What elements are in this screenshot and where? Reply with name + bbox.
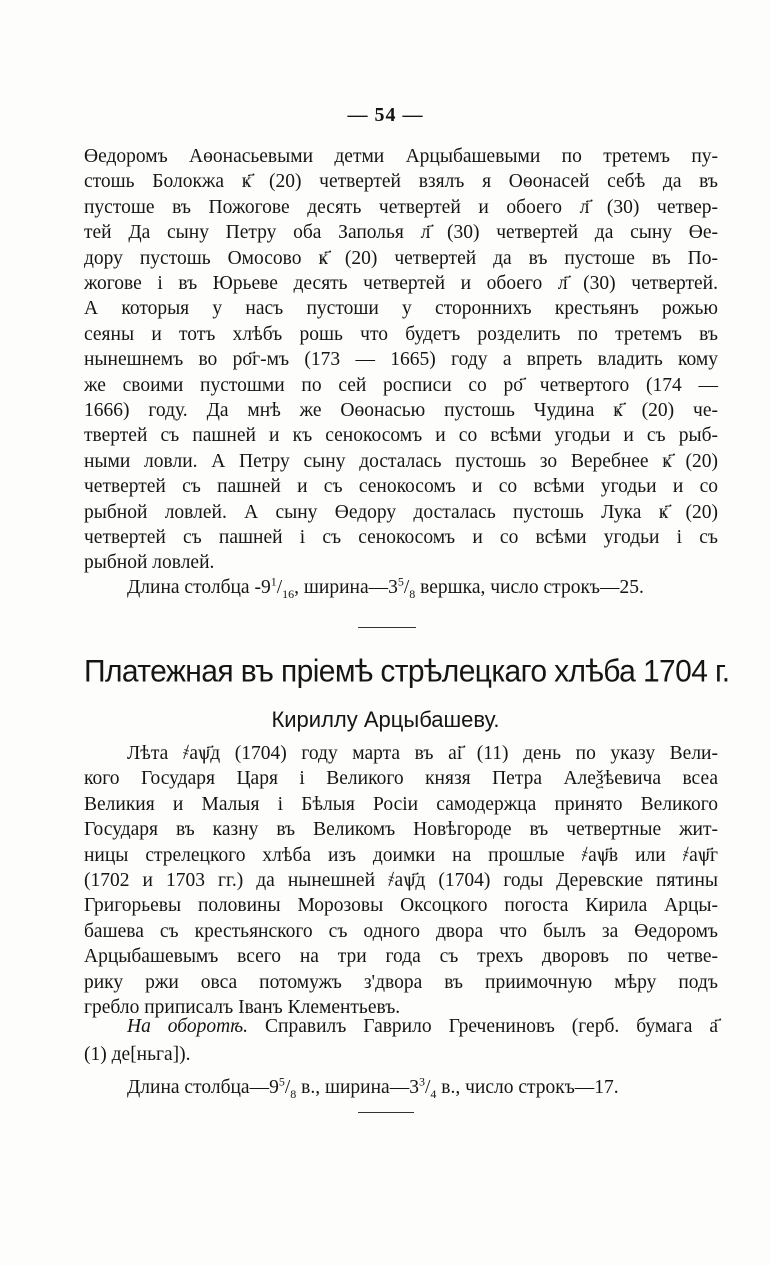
measure-2-frac1-num: 5 bbox=[278, 1074, 285, 1089]
text-line: (1702 и 1703 гг.) да нынешней ҂аѱ҃д (1704) годы Деревские пятины bbox=[84, 870, 718, 891]
text-line: Государя въ казну въ Великомъ Новѣгороде въ четвертные жит- bbox=[84, 819, 718, 841]
measure-1-frac1-num: 1 bbox=[270, 574, 277, 589]
text-line: ницы стрелецкого хлѣба изъ доимки на прошлые ҂аѱ҃в или ҂аѱ҃г bbox=[84, 844, 718, 866]
measure-2-prefix: Длина столбца—9 bbox=[127, 1077, 279, 1098]
measurement-line-1: Длина столбца $-9^1/_{16}$, $ширина—3^5/_8$ вершка, число строкъ—25. bbox=[127, 574, 644, 601]
text-line: ными ловли. А Петру сыну досталась пустошь зо Веребнее ҝ҃ (20) bbox=[84, 450, 718, 472]
text-line: рыбной ловлей. bbox=[84, 552, 215, 574]
text-line: тей Да сыну Петру оба Заполья л҃ (30) четвертей да сыну Өе- bbox=[84, 222, 718, 244]
text-line: дору пустошь Омосово ҝ҃ (20) четвертей да въ пустоше въ По- bbox=[84, 247, 718, 269]
document-heading: Платежная въ пріемѣ стрѣлецкаго хлѣба 1704 г. bbox=[84, 654, 730, 689]
text-line: Великия и Малыя і Бѣлыя Росіи самодержца принято Великого bbox=[84, 793, 718, 815]
text-line: жогове і въ Юрьеве десять четвертей и обоего л҃ (30) четвертей. bbox=[84, 273, 718, 294]
text-line: нынешнемъ во ро҃г-мъ (173 — 1665) году а впреть владить кому bbox=[84, 349, 718, 371]
text-line: Григорьевы половины Морозовы Оксоцкого погоста Кирила Арцы- bbox=[84, 895, 718, 917]
reverse-note-line-1 bbox=[127, 1013, 718, 1041]
reverse-note-line-2: (1) де[ньга]). bbox=[84, 1044, 191, 1065]
measure-2-suffix: в., число строкъ—17. bbox=[436, 1077, 619, 1098]
measure-1-prefix: Длина столбца -9 bbox=[127, 577, 271, 598]
text-line: Арцыбашевымъ всего на три года съ трехъ дворовъ по четве- bbox=[84, 946, 718, 968]
measure-1-frac2-num: 5 bbox=[397, 574, 404, 589]
text-line: четвертей съ пашней і съ сенокосомъ и со всѣми угодьи і съ bbox=[84, 527, 718, 548]
text-line: же своими пустошми по сей росписи со ро҃ четвертого (174 — bbox=[84, 374, 718, 396]
reverse-note-text: Справилъ Гаврило Гречениновъ (герб. бумага а҃ bbox=[248, 1016, 719, 1037]
text-line: Лѣта ҂аѱ҃д (1704) году марта въ аі҃ (11) день по указу Вели- bbox=[127, 743, 718, 764]
page-number: — 54 — bbox=[347, 104, 424, 126]
text-line: пустоше въ Пожогове десять четвертей и обоего л҃ (30) четвер- bbox=[84, 196, 718, 218]
measure-2-frac2-den: 4 bbox=[430, 1086, 437, 1101]
text-line: сеяны и тотъ хлѣбъ рошь что будетъ розделить по третемъ въ bbox=[84, 323, 718, 345]
end-divider bbox=[358, 1112, 414, 1113]
measurement-line-2: Длина $столбца—9^5/_8$ в., $ширина—3^3/_4$ в., число строкъ—17. bbox=[127, 1074, 619, 1101]
text-line: рику ржи овса потомужъ з'двора въ приимочную мѣру подъ bbox=[84, 971, 718, 993]
measure-1-frac2-den: 8 bbox=[409, 586, 416, 601]
measure-2-frac1-den: 8 bbox=[290, 1086, 297, 1101]
text-line: твертей съ пашней и къ сенокосомъ и со всѣми угодьи и съ рыб- bbox=[84, 425, 718, 447]
text-line: башева съ крестьянского съ одного двора что былъ за Өедоромъ bbox=[84, 920, 718, 942]
text-line: Өедоромъ Аөонасьевыми детми Арцыбашевыми по третемъ пу- bbox=[84, 146, 718, 167]
text-line: А которыя у насъ пустоши у стороннихъ крестьянъ рожью bbox=[84, 298, 718, 320]
document-subheading: Кириллу Арцыбашеву. bbox=[271, 707, 500, 732]
text-line: четвертей съ пашней и съ сенокосомъ и со всѣми угодьи и со bbox=[84, 476, 718, 498]
measure-1-frac1-den: 16 bbox=[282, 586, 295, 601]
measure-1-suffix: вершка, число строкъ—25. bbox=[415, 577, 644, 598]
text-line: стошь Болокжа ҝ҃ (20) четвертей взялъ я Оөонасей себѣ да въ bbox=[84, 171, 718, 193]
measure-2-frac2-num: 3 bbox=[418, 1074, 425, 1089]
measure-1-mid: , ширина—3 bbox=[294, 577, 398, 598]
measure-2-mid: в., ширина—3 bbox=[296, 1077, 419, 1098]
text-line: гребло приписалъ Іванъ Клементьевъ. bbox=[84, 997, 401, 1018]
section-divider bbox=[358, 627, 416, 628]
text-line: кого Государя Царя і Великого князя Петра Алеѯѣевича всеа bbox=[84, 768, 718, 790]
text-line: 1666) году. Да мнѣ же Оөонасью пустошь Чудина ҝ҃ (20) че- bbox=[84, 400, 718, 421]
reverse-note-label: На оборотѣ. bbox=[127, 1016, 249, 1037]
text-line: рыбной ловлей. А сыну Өедору досталась пустошь Лука ҝ҃ (20) bbox=[84, 501, 718, 523]
